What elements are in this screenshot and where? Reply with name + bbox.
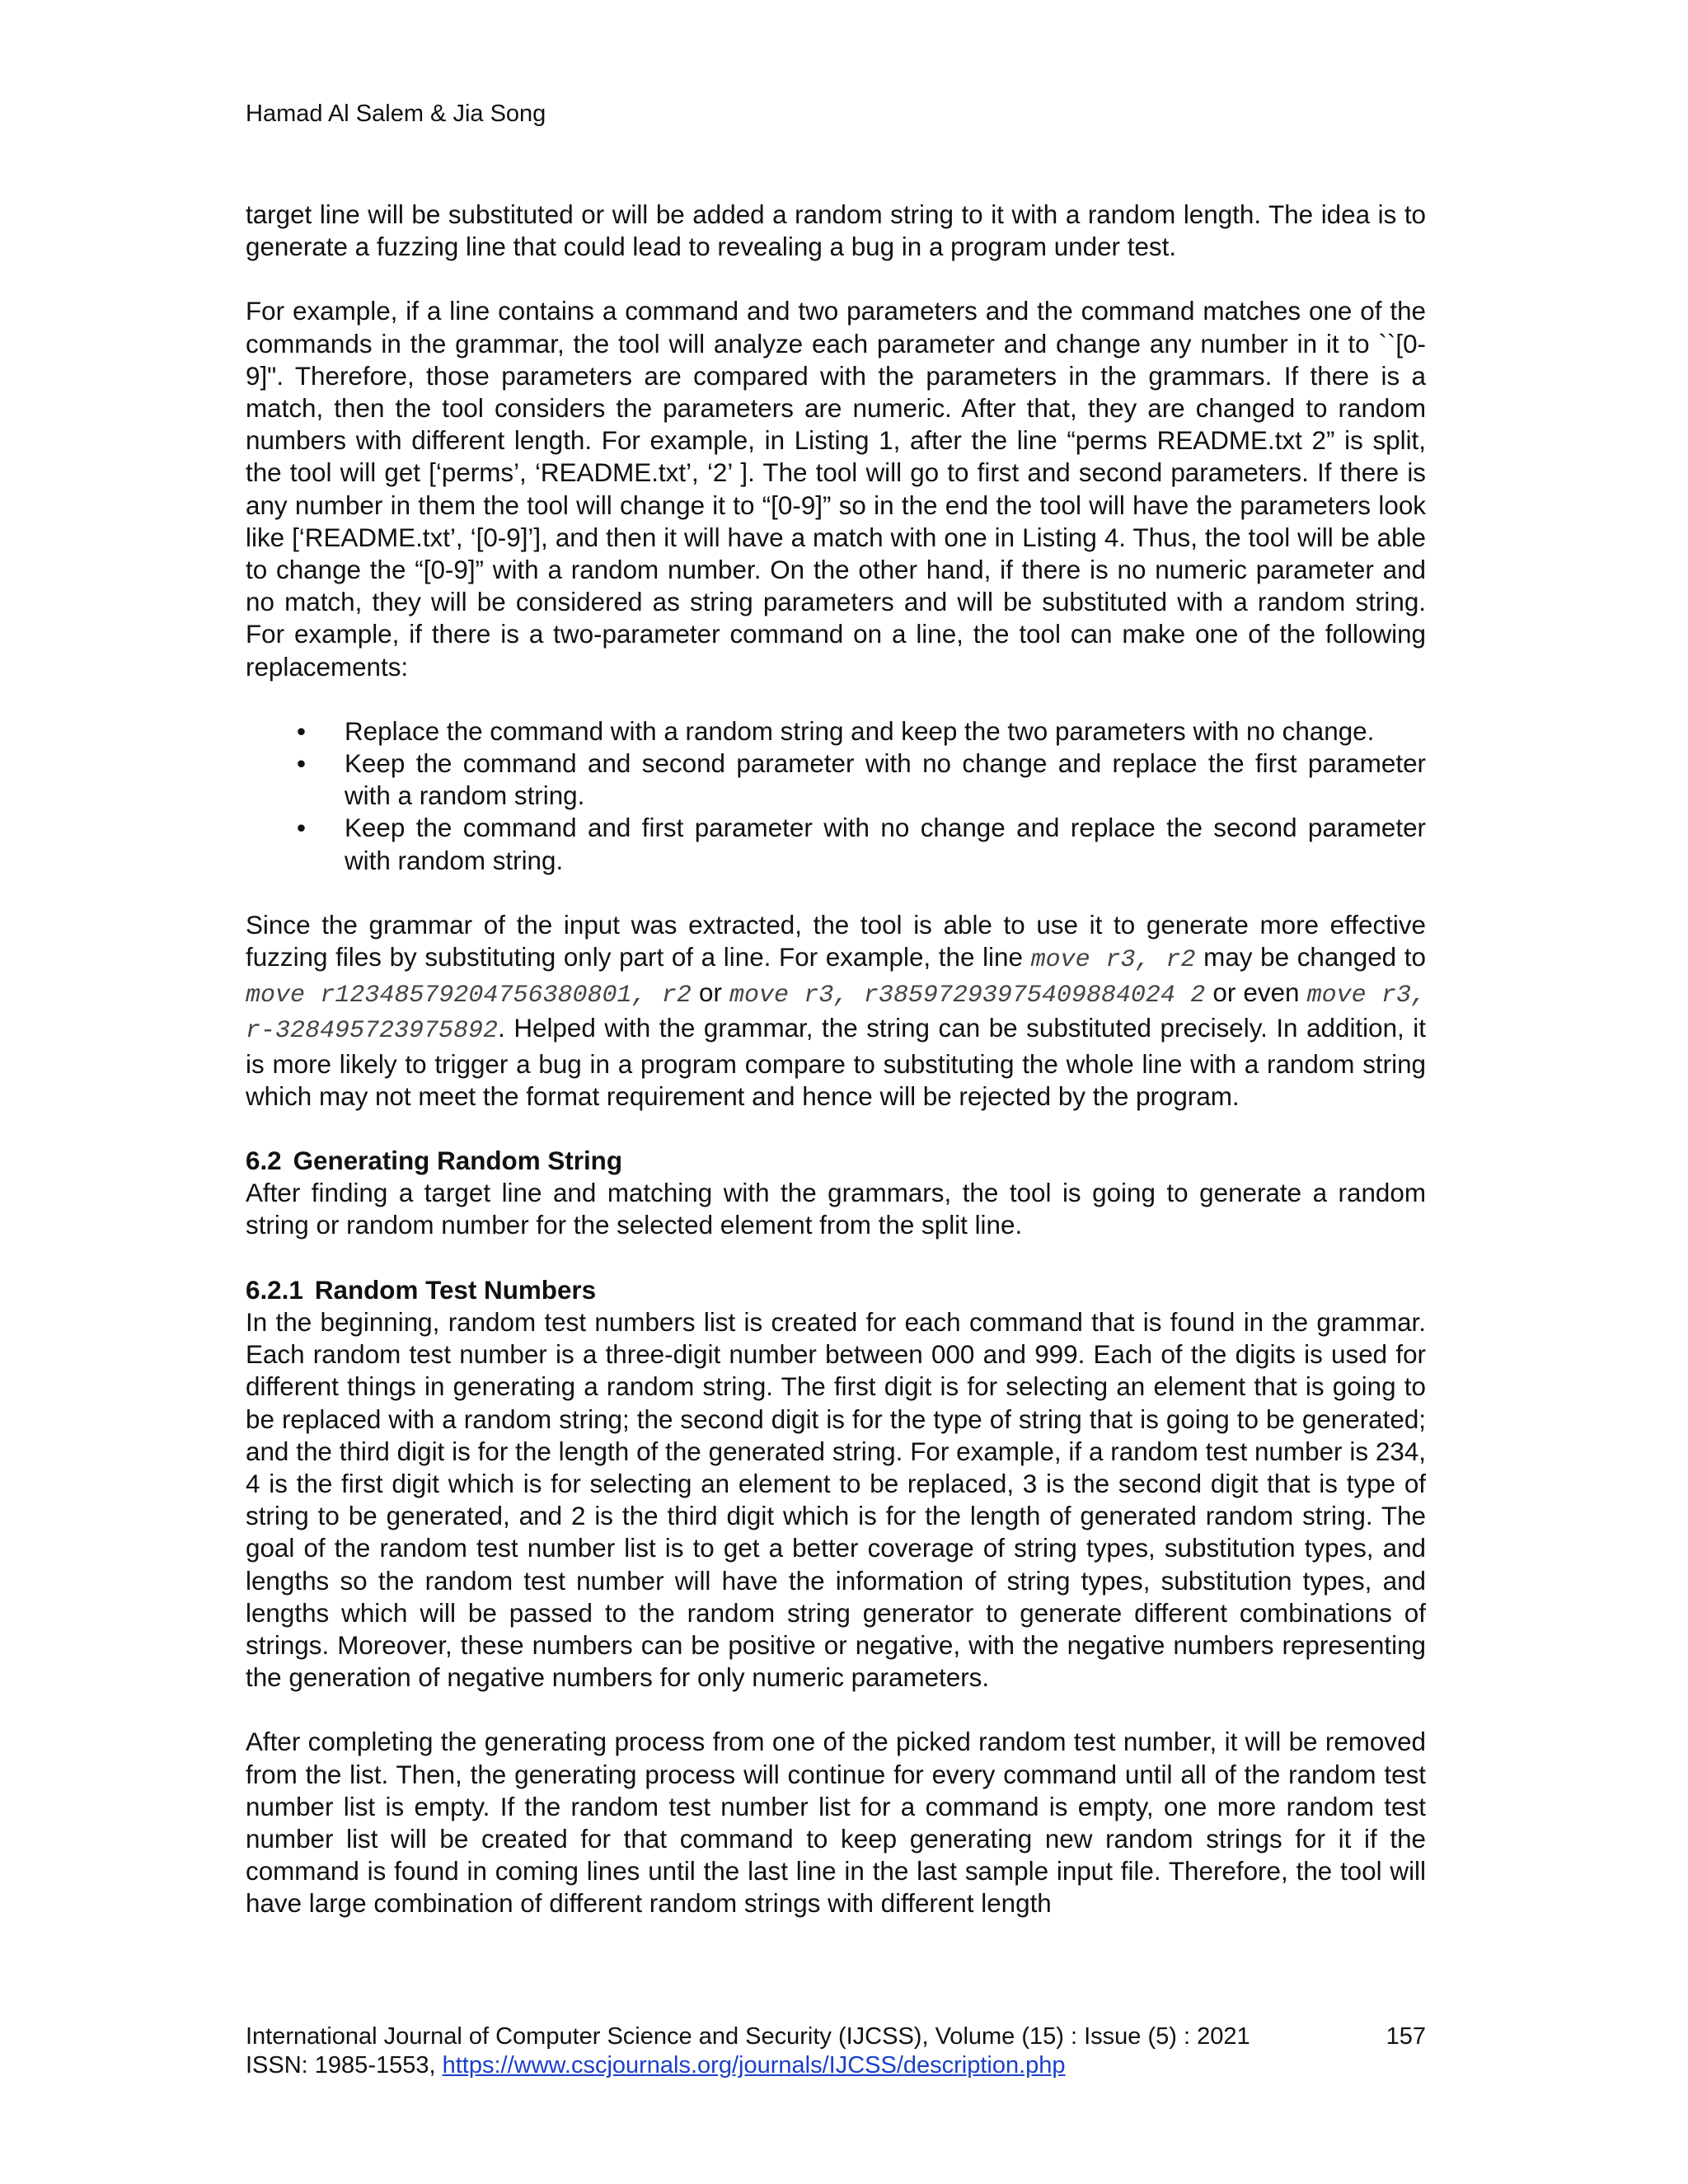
- list-item: [246, 715, 1426, 748]
- paragraph: target line will be substituted or will be added a random string to it with a random length. The idea is to generate a fuzzing line that could lead to revealing a bug in a program under test.: [246, 200, 1426, 262]
- text-run: or: [691, 978, 730, 1008]
- list-item: [246, 812, 1426, 876]
- paragraph: In the beginning, random test numbers list is created for each command that is found in the grammar. Each random test number is a three-digit number between 000 and 999. Each of the digits is used for different things in generating a random string. The first digit is for selecting an element that is going to be replaced with a random string; the second digit is for the type of string that is going to be generated; and the third digit is for the length of the generated string. For example, if a random test number is 234, 4 is the first digit which is for selecting an element to be replaced, 3 is the second digit that is type of string to be generated, and 2 is the third digit which is for the length of generated random string. The goal of the random test number list is to get a better coverage of string types, substitution types, and lengths so the random test number will have the information of string types, substitution types, and lengths which will be passed to the random string generator to generate different combinations of strings. Moreover, these numbers can be positive or negative, with the negative numbers representing the generation of negative numbers for only numeric parameters.: [246, 1307, 1426, 1693]
- issn: ISSN: 1985-1553,: [246, 2052, 443, 2079]
- section-number: 6.2.1: [246, 1275, 303, 1305]
- list-item-text: Replace the command with a random string and keep the two parameters with no change.: [345, 716, 1375, 746]
- page: [246, 0, 1426, 2184]
- section-heading: [246, 1145, 1426, 1177]
- paragraph-grammar-example: [246, 909, 1426, 1113]
- list-item-text: Keep the command and second parameter with no change and replace the first parameter with a random string.: [345, 749, 1426, 811]
- bullet-icon: •: [297, 813, 306, 843]
- article-body: [246, 199, 1426, 1920]
- bullet-icon: •: [297, 749, 306, 779]
- text-run: . Helped with the grammar, the string can be substituted precisely. In addition, it is more likely to trigger a bug in a program compare to substituting the whole line with a random string which may not meet the format requirement and hence will be rejected by the program.: [246, 1014, 1426, 1111]
- journal-citation: International Journal of Computer Science and Security (IJCSS), Volume (15) : Issue (5) : 2021: [246, 2023, 1250, 2050]
- page-footer: [246, 2022, 1426, 2080]
- text-run: may be changed to: [1195, 943, 1426, 972]
- text-run: Since the grammar of the input was extracted, the tool is able to use it to generate more effective fuzzing files by substituting only part of a line. For example, the line: [246, 910, 1426, 972]
- journal-link[interactable]: https://www.cscjournals.org/journals/IJCSS/description.php: [442, 2052, 1066, 2079]
- text-run: or even: [1205, 978, 1307, 1008]
- list-item: [246, 748, 1426, 812]
- bullet-icon: •: [297, 716, 306, 746]
- section-title: Random Test Numbers: [314, 1275, 597, 1305]
- list-item-text: Keep the command and first parameter with no change and replace the second parameter with random string.: [345, 813, 1426, 875]
- paragraph: After completing the generating process from one of the picked random test number, it will be removed from the list. Then, the generating process will continue for every command until all of the random test number list is empty. If the random test number list for a command is empty, one more random test number list will be created for that command to keep generating new random strings for it if the command is found in coming lines until the last line in the last sample input file. Therefore, the tool will have large combination of different random strings with different length: [246, 1727, 1426, 1919]
- code-example: move r3, r38597293975409884024 2: [729, 982, 1206, 1010]
- paragraph: For example, if a line contains a command and two parameters and the command matches one of the commands in the grammar, the tool will analyze each parameter and change any number in it to ``[0-9]". Therefore, those parameters are compared with the parameters in the grammars. If there is a match, then the tool considers the parameters are numeric. After that, they are changed to random numbers with different length. For example, in Listing 1, after the line “perms README.txt 2” is split, the tool will get [‘perms’, ‘README.txt’, ‘2’ ]. The tool will go to first and second parameters. If there is any number in them the tool will change it to “[0-9]” so in the end the tool will have the parameters look like [‘README.txt’, ‘[0-9]’], and then it will have a match with one in Listing 4. Thus, the tool will be able to change the “[0-9]” with a random number. On the other hand, if there is no numeric parameter and no match, they will be considered as string parameters and will be substituted with a random string. For example, if there is a two-parameter command on a line, the tool can make one of the following replacements:: [246, 297, 1426, 682]
- subsection-heading: [246, 1274, 1426, 1306]
- code-example: move r12348579204756380801, r2: [246, 982, 692, 1010]
- section-title: Generating Random String: [293, 1146, 623, 1176]
- page-number: 157: [1386, 2023, 1426, 2050]
- section-number: 6.2: [246, 1146, 282, 1176]
- paragraph: After finding a target line and matching with the grammars, the tool is going to generate a random string or random number for the selected element from the split line.: [246, 1179, 1426, 1240]
- running-head-authors: Hamad Al Salem & Jia Song: [246, 101, 546, 127]
- replacement-list: [246, 715, 1426, 877]
- code-example: move r3, r-328495723975892: [246, 982, 1427, 1046]
- code-example: move r3, r2: [1030, 946, 1196, 975]
